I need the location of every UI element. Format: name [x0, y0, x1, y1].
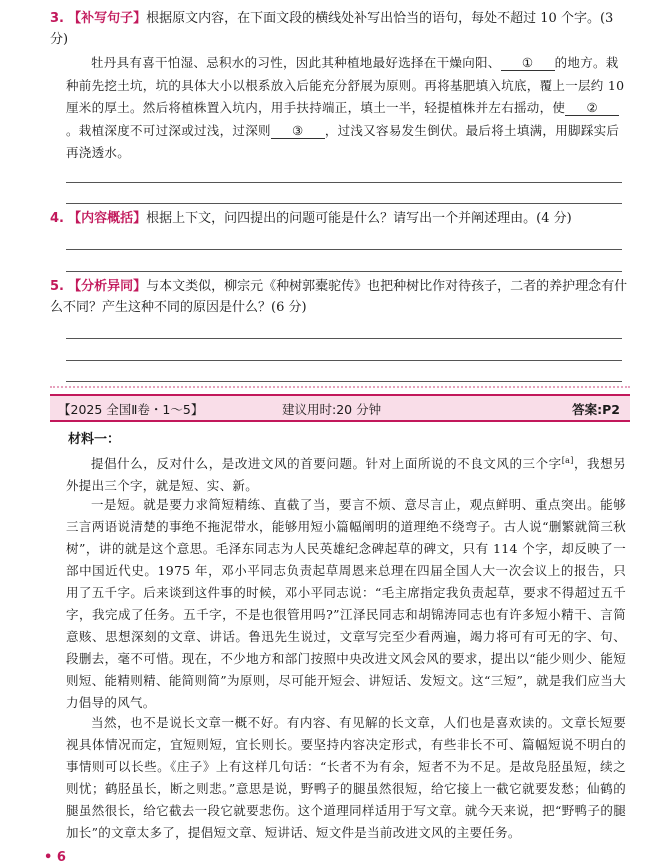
answer-line[interactable]: [66, 182, 622, 183]
question-prompt: 与本文类似，柳宗元《种树郭橐驼传》也把种树比作对待孩子，二者的养护理念有什么不同？产生这种不同的原因是什么？(6 分): [50, 279, 628, 315]
answer-blank-1[interactable]: ①: [501, 55, 555, 71]
footnote-marker[interactable]: [a]: [561, 456, 574, 465]
material-title: 材料一：: [68, 432, 121, 447]
question-5: [50, 276, 630, 318]
question-prompt: 根据原文内容，在下面文段的横线处补写出恰当的语句，每处不超过 10 个字。(3分): [50, 11, 614, 47]
question-number: 3.: [50, 11, 64, 26]
suggested-time: 建议用时:20 分钟: [282, 402, 382, 417]
answer-line[interactable]: [66, 381, 622, 382]
material-paragraph-3: 当然，也不是说长文章一概不好。有内容、有见解的长文章，人们也是喜欢读的。文章长短要视具体情况而定，宜短则短，宜长则长。要坚持内容决定形式，有些非长不可、篇幅短说不明白的事情则可以长些。《庄子》上有这样几句话：“长者不为有余，短者不为不足。是故凫胫虽短，续之则忧；鹤胫虽长，断之则悲。”意思是说，野鸭子的腿虽然很短，给它接上一截它就要发愁；仙鹤的腿虽然很长，给它截去一段它就要悲伤。这个道理同样适用于写文章。就今天来说，把“野鸭子的腿加长”的文章太多了，提倡短文章、短讲话、短文件是当前改进文风的主要任务。: [66, 715, 626, 840]
question-tag: 【分析异同】: [68, 279, 147, 294]
answer-line[interactable]: [66, 203, 622, 204]
question-prompt: 根据上下文，问四提出的问题可能是什么？请写出一个并阐述理由。(4 分): [146, 211, 572, 226]
question-tag: 【补写句子】: [68, 11, 147, 26]
passage-paragraph: 牡丹具有喜干怕湿、忌积水的习性，因此其种植地最好选择在干燥向阳、 ① 的地方。栽种前先挖土坑，坑的具体大小以根系放入后能充分舒展为原则。再将基肥填入坑底，覆上一层约 10 厘米的厚土。然后将植株置入坑内，用手扶持端正，填土一半，轻提植株并左右摇动，使 ②。栽植深度不可过深或过浅，过深则 ③ ，过浅又容易发生倒伏。最后将土填满，用脚踩实后再浇透水。: [66, 55, 625, 160]
question-4: [50, 208, 630, 229]
exam-source: 【2025 全国Ⅱ卷・1～5】: [58, 402, 204, 417]
question-number: 5.: [50, 279, 64, 294]
material-paragraph-2: 一是短。就是要力求简短精练、直截了当，要言不烦、意尽言止，观点鲜明、重点突出。能够三言两语说清楚的事绝不拖泥带水，能够用短小篇幅阐明的道理绝不绕弯子。古人说“删繁就简三秋树”，讲的就是这个意思。毛泽东同志为人民英雄纪念碑起草的碑文，只有 114 个字，却反映了一部中国近代史。1975 年，邓小平同志负责起草周恩来总理在四届全国人大一次会议上的报告，只用了五千字。后来谈到这件事的时候，邓小平同志说：“毛主席指定我负责起草，要求不得超过五千字，我完成了任务。五千字，不是也很管用吗?”江泽民同志和胡锦涛同志也有许多短小精干、言简意赅、思想深刻的文章、讲话。鲁迅先生说过，文章写完至少看两遍，竭力将可有可无的字、句、段删去，毫不可惜。现在，不少地方和部门按照中央改进文风会风的要求，提出以“能少则少、能短则短、能精则精、能简则简”为原则，尽可能开短会、讲短话、发短文。这“三短”，就是我们应当大力倡导的风气。: [66, 497, 626, 710]
question-number: 4.: [50, 211, 64, 226]
answer-blank-3[interactable]: ③: [271, 123, 325, 139]
material-paragraph-1: 提倡什么，反对什么，是改进文风的首要问题。针对上面所说的不良文风的三个字[a]，我想另外提出三个字，就是短、实、新。: [66, 456, 626, 494]
answer-line[interactable]: [66, 271, 622, 272]
page-number: • 6: [44, 850, 66, 865]
section-divider: [50, 386, 630, 388]
answer-line[interactable]: [66, 249, 622, 250]
answer-page[interactable]: 答案:P2: [572, 402, 620, 417]
answer-line[interactable]: [66, 338, 622, 339]
question-3: [50, 8, 630, 50]
answer-blank-2[interactable]: ②: [565, 100, 619, 116]
section-banner: [50, 394, 630, 422]
question-tag: 【内容概括】: [68, 211, 147, 226]
answer-line[interactable]: [66, 360, 622, 361]
